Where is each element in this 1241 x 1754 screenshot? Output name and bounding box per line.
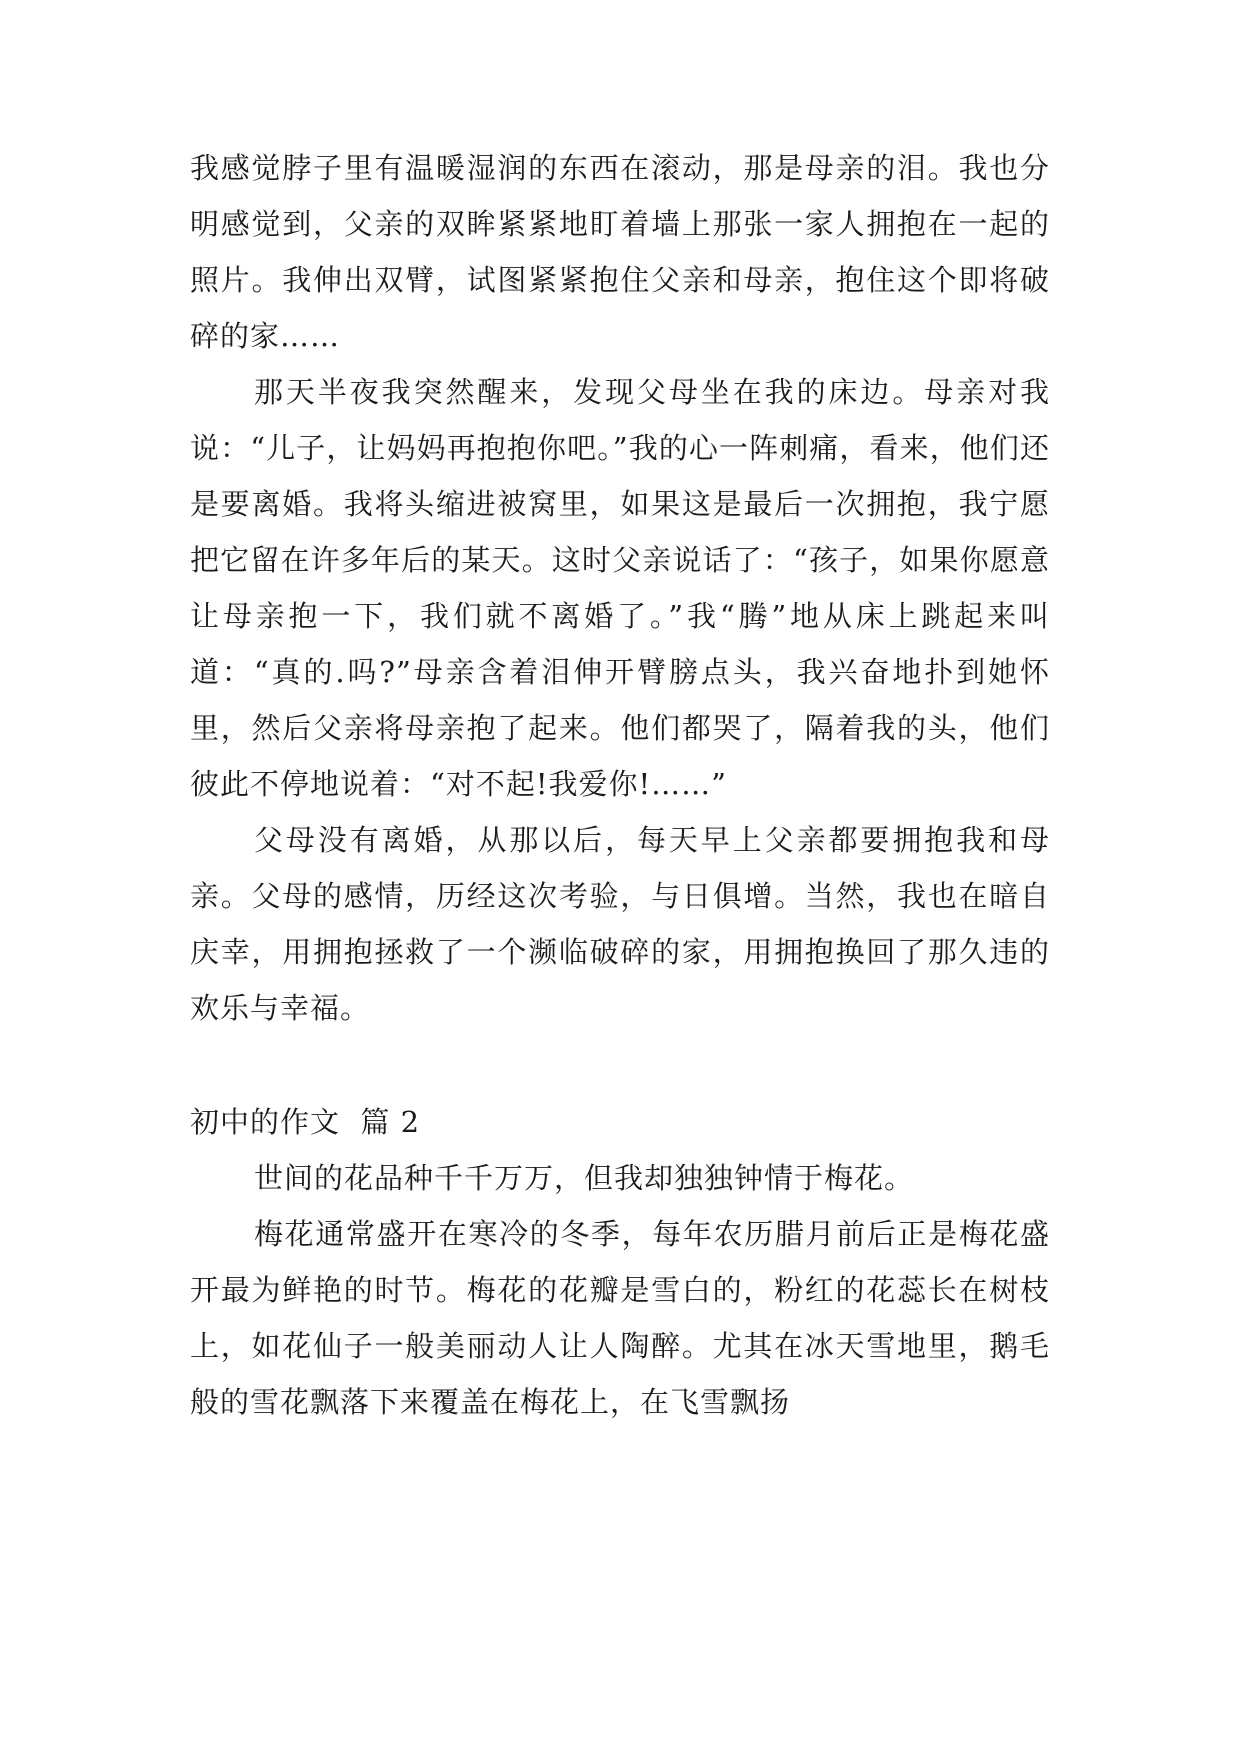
essay-section-1 bbox=[190, 140, 1050, 1036]
paragraph-3: 父母没有离婚，从那以后，每天早上父亲都要拥抱我和母亲。父母的感情，历经这次考验，与日俱增。当然，我也在暗自庆幸，用拥抱拯救了一个濒临破碎的家，用拥抱换回了那久违的欢乐与幸福。 bbox=[190, 823, 1050, 1025]
paragraph-1: 我感觉脖子里有温暖湿润的东西在滚动，那是母亲的泪。我也分明感觉到，父亲的双眸紧紧地盯着墙上那张一家人拥抱在一起的照片。我伸出双臂，试图紧紧抱住父亲和母亲，抱住这个即将破碎的家…… bbox=[190, 151, 1050, 353]
paragraph-4: 世间的花品种千千万万，但我却独独钟情于梅花。 bbox=[254, 1161, 915, 1195]
essay-section-2 bbox=[190, 1094, 1050, 1430]
section-heading: 初中的作文 篇 2 bbox=[190, 1105, 421, 1139]
paragraph-2: 那天半夜我突然醒来，发现父母坐在我的床边。母亲对我说：“儿子，让妈妈再抱抱你吧。”我的心一阵刺痛，看来，他们还是要离婚。我将头缩进被窝里，如果这是最后一次拥抱，我宁愿把它留在许多年后的某天。这时父亲说话了：“孩子，如果你愿意让母亲抱一下，我们就不离婚了。”我“腾”地从床上跳起来叫道：“真的.吗?”母亲含着泪伸开臂膀点头，我兴奋地扑到她怀里，然后父亲将母亲抱了起来。他们都哭了，隔着我的头，他们彼此不停地说着：“对不起!我爱你!……” bbox=[190, 375, 1050, 801]
paragraph-5: 梅花通常盛开在寒冷的冬季，每年农历腊月前后正是梅花盛开最为鲜艳的时节。梅花的花瓣是雪白的，粉红的花蕊长在树枝上，如花仙子一般美丽动人让人陶醉。尤其在冰天雪地里，鹅毛般的雪花飘落下来覆盖在梅花上，在飞雪飘扬 bbox=[190, 1217, 1050, 1419]
